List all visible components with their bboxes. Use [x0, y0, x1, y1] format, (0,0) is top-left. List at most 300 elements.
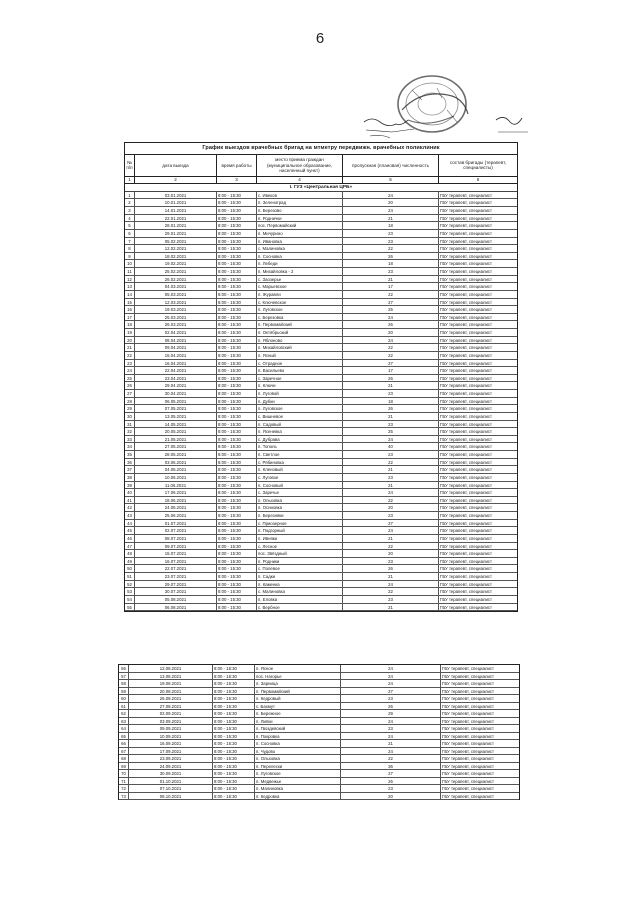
- cell-time: 8:00 - 15:30: [217, 329, 257, 336]
- cell-time: 8:00 - 15:30: [217, 436, 257, 443]
- cell-place: п. Сосновый: [257, 482, 343, 489]
- cell-time: 8:00 - 15:30: [213, 733, 255, 740]
- cell-plan: 24: [341, 718, 441, 725]
- cell-date: 12.08.2021: [129, 665, 213, 672]
- table-row: [125, 199, 517, 207]
- cell-place: п. Садки: [257, 573, 343, 580]
- cell-n: 31: [125, 421, 135, 428]
- cell-staff: ГБУ терапевт, специалист: [442, 793, 494, 799]
- cell-plan: 20: [343, 329, 439, 336]
- cell-time: 8:00 - 15:30: [217, 291, 257, 298]
- cell-plan: 24: [341, 665, 441, 672]
- cell-date: 25.02.2021: [135, 268, 217, 275]
- cell-n: 33: [125, 436, 135, 443]
- cell-n: 12: [125, 276, 135, 283]
- table-row: [125, 360, 517, 368]
- cell-n: 10: [125, 260, 135, 267]
- cell-time: 8:00 - 15:30: [217, 558, 257, 565]
- cell-date: 30.09.2021: [129, 770, 213, 777]
- table-row: [125, 558, 517, 566]
- cell-n: 61: [119, 703, 129, 710]
- cell-staff: ГБУ терапевт, специалист: [440, 276, 492, 282]
- cell-plan: 21: [343, 276, 439, 283]
- cell-place: п. Яблоново: [257, 337, 343, 344]
- cell-n: 17: [125, 314, 135, 321]
- cell-place: п. Васильево: [257, 367, 343, 374]
- cell-place: с. Лесное: [257, 543, 343, 550]
- table-row: [125, 382, 517, 390]
- cell-time: 8:00 - 15:30: [213, 688, 255, 695]
- table-row: [125, 207, 517, 215]
- cell-date: 17.06.2021: [135, 489, 217, 496]
- table-row: [125, 588, 517, 596]
- cell-n: 69: [119, 763, 129, 770]
- cell-n: 3: [125, 207, 135, 214]
- cell-place: п. Ясеневка: [257, 428, 343, 435]
- cell-time: 8:00 - 15:30: [217, 443, 257, 450]
- cell-staff: ГБУ терапевт, специалист: [440, 200, 492, 206]
- cell-place: п. Перелески: [255, 763, 341, 770]
- cell-time: 8:00 - 15:30: [217, 482, 257, 489]
- cell-place: с. Рябиновка: [257, 459, 343, 466]
- cell-n: 29: [125, 405, 135, 412]
- cell-time: 8:00 - 15:30: [217, 245, 257, 252]
- cell-staff: ГБУ терапевт, специалист: [440, 368, 492, 374]
- header-date: дата выезда: [135, 155, 217, 176]
- cell-n: 67: [119, 748, 129, 755]
- cell-time: 8:00 - 15:30: [213, 770, 255, 777]
- cell-date: 21.05.2021: [135, 436, 217, 443]
- cell-plan: 24: [343, 436, 439, 443]
- cell-date: 10.09.2021: [129, 733, 213, 740]
- cell-staff: ГБУ терапевт, специалист: [440, 337, 492, 343]
- cell-staff: ГБУ терапевт, специалист: [440, 497, 492, 503]
- table-row: [119, 733, 519, 741]
- cell-staff: ГБУ терапевт, специалист: [440, 345, 492, 351]
- cell-place: п. Ключи: [257, 382, 343, 389]
- cell-date: 26.02.2021: [135, 276, 217, 283]
- cell-staff: ГБУ терапевт, специалист: [440, 352, 492, 358]
- cell-date: 22.04.2021: [135, 367, 217, 374]
- table-row: [125, 428, 517, 436]
- cell-date: 16.04.2021: [135, 360, 217, 367]
- cell-time: 8:00 - 15:30: [217, 588, 257, 595]
- cell-time: 8:00 - 15:30: [213, 778, 255, 785]
- cell-n: 37: [125, 466, 135, 473]
- cell-n: 72: [119, 785, 129, 792]
- table-row: [125, 375, 517, 383]
- cell-time: 8:00 - 15:30: [217, 497, 257, 504]
- schedule-table: [124, 142, 518, 612]
- cell-n: 1: [125, 192, 135, 199]
- cell-plan: 20: [341, 793, 441, 800]
- cell-place: с. Вербное: [257, 604, 343, 611]
- cell-place: с. Малиновка: [257, 245, 343, 252]
- cell-place: с. Заречье: [257, 489, 343, 496]
- cell-plan: 22: [343, 543, 439, 550]
- table-row: [125, 314, 517, 322]
- cell-place: п. Тополь: [257, 443, 343, 450]
- cell-place: с. Луговое: [257, 474, 343, 481]
- table-row: [125, 192, 517, 200]
- cell-n: 41: [125, 497, 135, 504]
- cell-date: 30.07.2021: [135, 588, 217, 595]
- cell-time: 8:00 - 15:30: [217, 489, 257, 496]
- cell-time: 8:00 - 15:30: [213, 725, 255, 732]
- cell-n: 51: [125, 573, 135, 580]
- table-row: [119, 673, 519, 681]
- cell-plan: 23: [343, 421, 439, 428]
- cell-n: 27: [125, 390, 135, 397]
- cell-date: 13.08.2021: [129, 673, 213, 680]
- cell-date: 19.03.2021: [135, 306, 217, 313]
- cell-time: 8:00 - 15:30: [213, 785, 255, 792]
- cell-staff: ГБУ терапевт, специалист: [440, 474, 492, 480]
- table-row: [125, 573, 517, 581]
- cell-date: 10.06.2021: [135, 474, 217, 481]
- cell-staff: ГБУ терапевт, специалист: [440, 383, 492, 389]
- table-row: [125, 436, 517, 444]
- cell-date: 09.04.2021: [135, 344, 217, 351]
- cell-time: 8:00 - 15:30: [217, 405, 257, 412]
- cell-date: 09.07.2021: [135, 543, 217, 550]
- cell-staff: ГБУ терапевт, специалист: [440, 589, 492, 595]
- cell-time: 8:00 - 15:30: [217, 238, 257, 245]
- cell-place: с. Марьевское: [257, 283, 343, 290]
- cell-place: п. Дубки: [257, 398, 343, 405]
- cell-staff: ГБУ терапевт, специалист: [440, 596, 492, 602]
- cell-date: 14.05.2021: [135, 421, 217, 428]
- cell-n: 56: [119, 665, 129, 672]
- cell-place: п. Покровка: [255, 733, 341, 740]
- cell-plan: 21: [343, 413, 439, 420]
- cell-plan: 21: [343, 382, 439, 389]
- cell-staff: ГБУ терапевт, специалист: [440, 291, 492, 297]
- cell-staff: ГБУ терапевт, специалист: [440, 223, 492, 229]
- cell-time: 8:00 - 15:30: [213, 680, 255, 687]
- header-time: время работы: [217, 155, 257, 176]
- cell-time: 8:00 - 15:30: [217, 604, 257, 611]
- table-title: График выездов врачебных бригад на мтметру передвижн. врачебных поликлиник: [125, 143, 517, 155]
- schedule-table-continuation: [118, 664, 520, 800]
- cell-date: 29.01.2021: [135, 230, 217, 237]
- table-row: [125, 527, 517, 535]
- cell-n: 49: [125, 558, 135, 565]
- cell-place: п. Кедровка: [255, 793, 341, 800]
- cell-date: 15.07.2021: [135, 550, 217, 557]
- cell-date: 13.05.2021: [135, 413, 217, 420]
- table-row: [125, 299, 517, 307]
- table-row: [125, 398, 517, 406]
- cell-date: 20.08.2021: [129, 688, 213, 695]
- cell-plan: 21: [343, 604, 439, 611]
- cell-staff: ГБУ терапевт, специалист: [440, 429, 492, 435]
- cell-time: 8:00 - 15:30: [217, 192, 257, 199]
- cell-staff: ГБУ терапевт, специалист: [440, 322, 492, 328]
- cell-n: 16: [125, 306, 135, 313]
- cell-staff: ГБУ терапевт, специалист: [442, 741, 494, 746]
- cell-staff: ГБУ терапевт, специалист: [442, 688, 494, 694]
- cell-time: 8:00 - 15:30: [217, 573, 257, 580]
- cell-time: 8:00 - 15:30: [217, 299, 257, 306]
- cell-time: 8:00 - 15:30: [217, 520, 257, 527]
- table-body: [119, 665, 519, 800]
- table-row: [125, 268, 517, 276]
- cell-date: 08.10.2021: [129, 793, 213, 800]
- cell-time: 8:00 - 15:30: [213, 748, 255, 755]
- cell-place: п. Первомайский: [255, 688, 341, 695]
- cell-date: 04.06.2021: [135, 466, 217, 473]
- cell-place: п. Октябрьский: [257, 329, 343, 336]
- cell-plan: 17: [343, 367, 439, 374]
- cell-staff: ГБУ терапевт, специалист: [440, 413, 492, 419]
- table-row: [119, 740, 519, 748]
- cell-place: п. Лебеди: [257, 260, 343, 267]
- cell-n: 4: [125, 215, 135, 222]
- cell-plan: 24: [343, 314, 439, 321]
- cell-date: 10.01.2021: [135, 199, 217, 206]
- cell-date: 06.05.2021: [135, 398, 217, 405]
- cell-place: п. Сосновка: [255, 740, 341, 747]
- cell-place: п. Березняки: [257, 512, 343, 519]
- cell-time: 8:00 - 15:30: [217, 535, 257, 542]
- cell-plan: 18: [343, 260, 439, 267]
- cell-staff: ГБУ терапевт, специалист: [442, 756, 494, 761]
- cell-date: 17.09.2021: [129, 748, 213, 755]
- cell-plan: 26: [343, 405, 439, 412]
- cell-n: 54: [125, 596, 135, 603]
- table-row: [125, 238, 517, 246]
- cell-plan: 22: [343, 352, 439, 359]
- cell-place: пос. Первомайский: [257, 222, 343, 229]
- cell-date: 12.03.2021: [135, 299, 217, 306]
- table-row: [125, 222, 517, 230]
- table-row: [125, 543, 517, 551]
- cell-plan: 26: [343, 321, 439, 328]
- cell-place: п. Ольховка: [257, 497, 343, 504]
- cell-staff: ГБУ терапевт, специалист: [440, 269, 492, 275]
- cell-staff: ГБУ терапевт, специалист: [440, 558, 492, 564]
- cell-date: 25.06.2021: [135, 512, 217, 519]
- cell-date: 22.07.2021: [135, 565, 217, 572]
- cell-place: п. Ольховка: [255, 755, 341, 762]
- cell-n: 50: [125, 565, 135, 572]
- cell-staff: ГБУ терапевт, специалист: [440, 490, 492, 496]
- cell-n: 18: [125, 321, 135, 328]
- cell-plan: 25: [343, 428, 439, 435]
- cell-n: 21: [125, 344, 135, 351]
- cell-n: 46: [125, 535, 135, 542]
- cell-date: 26.08.2021: [129, 695, 213, 702]
- cell-plan: 24: [341, 748, 441, 755]
- cell-time: 8:00 - 15:30: [217, 550, 257, 557]
- cell-staff: ГБУ терапевт, специалист: [442, 681, 494, 686]
- cell-date: 27.05.2021: [135, 443, 217, 450]
- cell-staff: ГБУ терапевт, специалист: [440, 543, 492, 549]
- cell-n: 71: [119, 778, 129, 785]
- cell-date: 03.09.2021: [129, 718, 213, 725]
- cell-plan: 18: [343, 222, 439, 229]
- table-row: [125, 283, 517, 291]
- cell-n: 65: [119, 733, 129, 740]
- cell-time: 8:00 - 15:30: [217, 215, 257, 222]
- cell-time: 8:00 - 15:30: [213, 673, 255, 680]
- cell-staff: ГБУ терапевт, специалист: [440, 520, 492, 526]
- cell-place: п. Еловка: [257, 596, 343, 603]
- column-number: 6: [476, 176, 480, 182]
- cell-time: 8:00 - 15:30: [217, 253, 257, 260]
- cell-time: 8:00 - 15:30: [217, 474, 257, 481]
- cell-date: 29.04.2021: [135, 382, 217, 389]
- column-number: 3: [217, 177, 257, 183]
- table-row: [125, 405, 517, 413]
- cell-n: 6: [125, 230, 135, 237]
- cell-staff: ГБУ терапевт, специалист: [440, 299, 492, 305]
- cell-staff: ГБУ терапевт, специалист: [440, 208, 492, 214]
- cell-time: 8:00 - 15:30: [217, 314, 257, 321]
- cell-staff: ГБУ терапевт, специалист: [442, 733, 494, 739]
- table-row: [119, 688, 519, 696]
- cell-place: п. Чудово: [255, 748, 341, 755]
- cell-place: п. Садовый: [257, 421, 343, 428]
- cell-n: 66: [119, 740, 129, 747]
- table-row: [125, 367, 517, 375]
- cell-place: с. Отрадное: [257, 360, 343, 367]
- cell-place: с. Ключевское: [257, 299, 343, 306]
- cell-staff: ГБУ терапевт, специалист: [440, 375, 492, 381]
- cell-time: 8:00 - 15:30: [217, 527, 257, 534]
- header-n: № п/п: [125, 155, 135, 176]
- cell-staff: ГБУ терапевт, специалист: [440, 513, 492, 519]
- table-row: [125, 329, 517, 337]
- cell-date: 01.10.2021: [129, 778, 213, 785]
- cell-plan: 23: [343, 451, 439, 458]
- table-row: [125, 245, 517, 253]
- cell-n: 30: [125, 413, 135, 420]
- cell-time: 8:00 - 15:30: [217, 276, 257, 283]
- cell-date: 07.05.2021: [135, 405, 217, 412]
- cell-place: п. Михайловский: [257, 344, 343, 351]
- cell-place: с. Полевое: [257, 565, 343, 572]
- cell-time: 8:00 - 15:30: [217, 260, 257, 267]
- table-row: [125, 504, 517, 512]
- cell-place: п. Липки: [255, 718, 341, 725]
- cell-n: 40: [125, 489, 135, 496]
- cell-plan: 24: [343, 489, 439, 496]
- cell-plan: 23: [343, 238, 439, 245]
- cell-time: 8:00 - 15:30: [217, 207, 257, 214]
- cell-plan: 24: [343, 207, 439, 214]
- table-row: [125, 451, 517, 459]
- cell-time: 8:00 - 15:30: [217, 344, 257, 351]
- table-row: [119, 718, 519, 726]
- cell-plan: 27: [343, 360, 439, 367]
- cell-place: с. Малиновка: [257, 588, 343, 595]
- cell-date: 01.07.2021: [135, 520, 217, 527]
- cell-staff: ГБУ терапевт, специалист: [440, 459, 492, 465]
- cell-time: 8:00 - 15:30: [213, 763, 255, 770]
- cell-n: 32: [125, 428, 135, 435]
- cell-n: 58: [119, 680, 129, 687]
- cell-staff: ГБУ терапевт, специалист: [440, 436, 492, 442]
- cell-plan: 23: [343, 230, 439, 237]
- cell-plan: 27: [343, 520, 439, 527]
- table-row: [125, 337, 517, 345]
- cell-place: п. Березово: [257, 207, 343, 214]
- cell-date: 08.04.2021: [135, 337, 217, 344]
- cell-n: 63: [119, 718, 129, 725]
- table-row: [119, 748, 519, 756]
- cell-date: 23.07.2021: [135, 573, 217, 580]
- cell-plan: 27: [343, 299, 439, 306]
- cell-plan: 24: [341, 680, 441, 687]
- header-staff: состав бригады (терапевт, специалисты): [449, 159, 507, 171]
- table-row: [125, 474, 517, 482]
- cell-place: п. Ивановка: [257, 238, 343, 245]
- cell-date: 19.08.2021: [129, 680, 213, 687]
- cell-n: 25: [125, 375, 135, 382]
- cell-date: 30.04.2021: [135, 390, 217, 397]
- cell-n: 5: [125, 222, 135, 229]
- table-row: [119, 778, 519, 786]
- cell-place: с. Дубрава: [257, 436, 343, 443]
- cell-n: 62: [119, 710, 129, 717]
- cell-plan: 27: [341, 688, 441, 695]
- cell-n: 73: [119, 793, 129, 800]
- cell-staff: ГБУ терапевт, специалист: [440, 215, 492, 221]
- table-row: [119, 695, 519, 703]
- header-plan: пропускная (плановая) численность: [343, 155, 439, 176]
- cell-place: п. Зарница: [255, 680, 341, 687]
- cell-time: 8:00 - 15:30: [217, 321, 257, 328]
- cell-staff: ГБУ терапевт, специалист: [442, 771, 494, 776]
- column-number: 4: [257, 177, 343, 183]
- cell-n: 55: [125, 604, 135, 611]
- table-row: [125, 459, 517, 467]
- table-header: [125, 155, 517, 177]
- cell-plan: 40: [343, 443, 439, 450]
- cell-date: 29.07.2021: [135, 581, 217, 588]
- table-row: [125, 215, 517, 223]
- cell-staff: ГБУ терапевт, специалист: [440, 535, 492, 541]
- cell-time: 8:00 - 15:30: [217, 199, 257, 206]
- table-row: [119, 703, 519, 711]
- cell-n: 45: [125, 527, 135, 534]
- cell-staff: ГБУ терапевт, специалист: [440, 330, 492, 336]
- cell-time: 8:00 - 15:30: [213, 740, 255, 747]
- cell-time: 8:00 - 15:30: [217, 596, 257, 603]
- cell-n: 44: [125, 520, 135, 527]
- cell-plan: 22: [343, 497, 439, 504]
- cell-staff: ГБУ терапевт, специалист: [440, 467, 492, 473]
- column-number: 2: [135, 177, 217, 183]
- cell-plan: 17: [343, 283, 439, 290]
- cell-time: 8:00 - 15:30: [217, 459, 257, 466]
- cell-date: 04.03.2021: [135, 283, 217, 290]
- cell-date: 03.01.2021: [135, 192, 217, 199]
- cell-date: 18.06.2021: [135, 497, 217, 504]
- header-place: место приема граждан (муниципальное образование, населенный пункт): [257, 155, 343, 176]
- section-title: I. ГУЗ «Центральная ЦРБ»: [125, 184, 517, 192]
- cell-date: 05.03.2021: [135, 291, 217, 298]
- cell-place: п. Медвежье: [255, 778, 341, 785]
- cell-staff: ГБУ терапевт, специалист: [440, 284, 492, 290]
- cell-n: 47: [125, 543, 135, 550]
- cell-place: п. Луговское: [257, 306, 343, 313]
- cell-staff: ГБУ терапевт, специалист: [442, 748, 494, 754]
- cell-place: п. Луговское: [257, 405, 343, 412]
- cell-staff: ГБУ терапевт, специалист: [440, 566, 492, 572]
